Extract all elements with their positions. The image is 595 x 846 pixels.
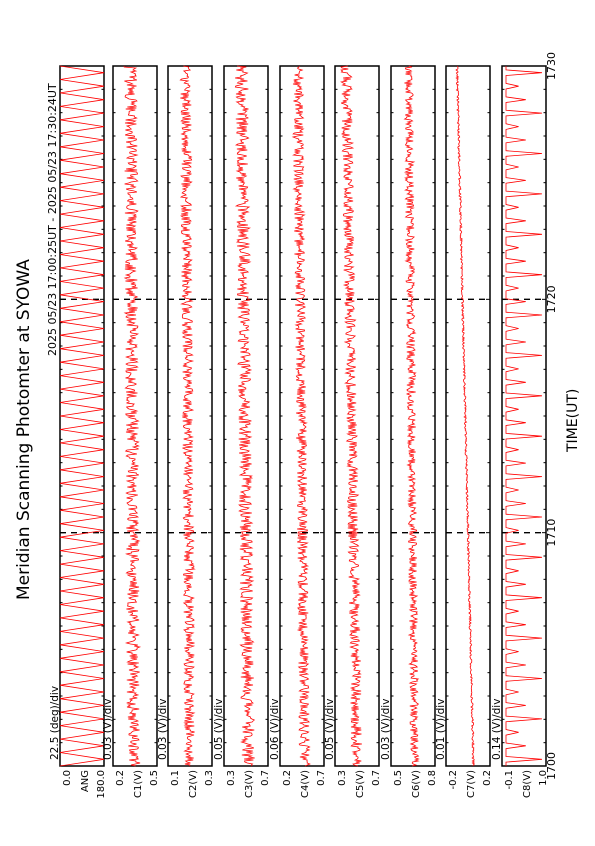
y-axis-label: C3(V) [244, 770, 255, 798]
y-tick-label-min: 0.3 [337, 770, 348, 786]
series-trace [293, 66, 310, 766]
y-tick-label-min: 0.5 [393, 770, 404, 786]
series-trace [60, 66, 104, 766]
scale-label: 0.06 (V)/div [269, 698, 281, 760]
y-tick-label-min: 0.0 [62, 770, 73, 786]
series-trace [506, 66, 542, 766]
panel-frame [60, 66, 104, 766]
y-axis-label: ANG [80, 770, 91, 793]
x-tick-label: 1700 [545, 752, 558, 780]
y-axis-label: C5(V) [355, 770, 366, 798]
series-trace [124, 66, 140, 766]
y-axis-label: C2(V) [188, 770, 199, 798]
y-tick-label-max: 1.0 [538, 770, 549, 786]
series-trace [235, 66, 255, 766]
y-axis-label: C7(V) [466, 770, 477, 798]
scale-label: 0.05 (V)/div [324, 698, 336, 760]
panel-frame [502, 66, 546, 766]
y-tick-label-max: 180.0 [96, 770, 107, 799]
x-tick-label: 1710 [545, 518, 558, 547]
y-axis-label: C6(V) [411, 770, 422, 798]
time-range-label: 2025 05/23 17:00:25UT - 2025 05/23 17:30:24UT [46, 83, 59, 356]
panel-frame [335, 66, 379, 766]
y-tick-label-max: 0.2 [482, 770, 493, 786]
y-axis-label: C1(V) [133, 770, 144, 798]
x-tick-label: 1720 [545, 285, 558, 314]
panel-frame [280, 66, 324, 766]
y-tick-label-min: 0.3 [226, 770, 237, 786]
y-tick-label-max: 0.7 [371, 770, 382, 786]
scale-label: 0.14 (V)/div [491, 698, 503, 760]
scale-label: 0.05 (V)/div [213, 698, 225, 760]
panel-frame [391, 66, 435, 766]
y-tick-label-min: 0.2 [115, 770, 126, 786]
scale-label: 0.03 (V)/div [380, 698, 392, 760]
scale-label: 0.03 (V)/div [157, 698, 169, 760]
y-tick-label-max: 0.7 [260, 770, 271, 786]
scale-label: 22.5 (deg)/div [49, 685, 61, 760]
y-tick-label-max: 0.3 [204, 770, 215, 786]
scale-label: 0.01 (V)/div [435, 698, 447, 760]
y-axis-label: C4(V) [300, 770, 311, 798]
panel-frame [446, 66, 490, 766]
series-trace [404, 66, 418, 766]
series-trace [341, 66, 362, 766]
y-tick-label-min: -0.1 [504, 770, 515, 790]
y-tick-label-min: 0.1 [170, 770, 181, 786]
chart-title: Meridian Scanning Photomter at SYOWA [14, 259, 34, 600]
series-trace [180, 66, 194, 766]
y-tick-label-max: 0.5 [149, 770, 160, 786]
x-tick-label: 1730 [545, 52, 558, 80]
series-trace [456, 66, 474, 766]
y-tick-label-min: -0.2 [448, 770, 459, 790]
y-tick-label-max: 0.7 [316, 770, 327, 786]
y-tick-label-max: 0.8 [427, 770, 438, 786]
x-axis-title: TIME(UT) [565, 388, 581, 452]
scale-label: 0.03 (V)/div [102, 698, 114, 760]
y-axis-label: C8(V) [522, 770, 533, 798]
y-tick-label-min: 0.2 [282, 770, 293, 786]
